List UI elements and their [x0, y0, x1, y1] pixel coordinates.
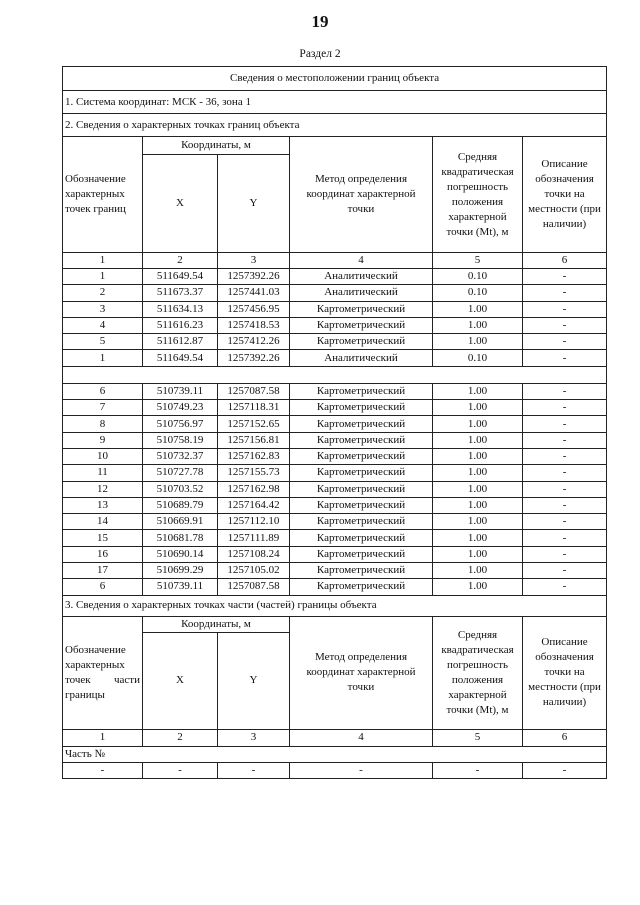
error-value: 1.00 — [433, 497, 523, 513]
x-coordinate: 511616.23 — [143, 317, 218, 333]
x-coordinate: 510758.19 — [143, 432, 218, 448]
description-header-2: Описание обозначения точки на местности (при наличии) — [523, 616, 607, 729]
point-id: 7 — [63, 400, 143, 416]
x-coordinate: 510669.91 — [143, 514, 218, 530]
method: Картометрический — [290, 317, 433, 333]
error-header-2: Средняя квадратическая погрешность положения характерной точки (Mt), м — [433, 616, 523, 729]
y-coordinate: 1257087.58 — [218, 579, 290, 595]
table-row — [63, 400, 607, 416]
method: Картометрический — [290, 579, 433, 595]
method: Картометрический — [290, 563, 433, 579]
point-id: 1 — [63, 350, 143, 366]
section-label: Раздел 2 — [299, 48, 341, 60]
error-value: 0.10 — [433, 350, 523, 366]
x-coordinate: 511634.13 — [143, 301, 218, 317]
y-coordinate: 1257087.58 — [218, 383, 290, 399]
error-value: 0.10 — [433, 285, 523, 301]
table-row — [63, 579, 607, 595]
point-id: 2 — [63, 285, 143, 301]
column-number-4: 4 — [290, 253, 433, 269]
column-number-2: 2 — [143, 253, 218, 269]
page-number: 19 — [311, 12, 329, 31]
method: Аналитический — [290, 285, 433, 301]
description: - — [523, 334, 607, 350]
table-row — [63, 334, 607, 350]
part-cell-1: - — [63, 762, 143, 778]
column-number-6: 6 — [523, 729, 607, 746]
y-coordinate: 1257412.26 — [218, 334, 290, 350]
x-header: X — [143, 155, 218, 253]
point-id: 6 — [63, 383, 143, 399]
x-coordinate: 510739.11 — [143, 383, 218, 399]
method: Картометрический — [290, 334, 433, 350]
error-value: 1.00 — [433, 317, 523, 333]
y-coordinate: 1257418.53 — [218, 317, 290, 333]
error-value: 1.00 — [433, 563, 523, 579]
point-id: 3 — [63, 301, 143, 317]
table-row — [63, 497, 607, 513]
method: Картометрический — [290, 481, 433, 497]
method: Картометрический — [290, 465, 433, 481]
part-cell-4: - — [290, 762, 433, 778]
x-coordinate: 510749.23 — [143, 400, 218, 416]
column-number-1: 1 — [63, 729, 143, 746]
table-row — [63, 432, 607, 448]
description: - — [523, 383, 607, 399]
y-coordinate: 1257392.26 — [218, 269, 290, 285]
section2-heading: 2. Сведения о характерных точках границ объекта — [63, 114, 607, 137]
column-number-5: 5 — [433, 253, 523, 269]
column-number-3: 3 — [218, 729, 290, 746]
table-row — [63, 317, 607, 333]
point-id: 4 — [63, 317, 143, 333]
section3-heading: 3. Сведения о характерных точках части (частей) границы объекта — [63, 595, 607, 616]
description: - — [523, 579, 607, 595]
y-coordinate: 1257112.10 — [218, 514, 290, 530]
part-cell-6: - — [523, 762, 607, 778]
column-number-2: 2 — [143, 729, 218, 746]
table-row — [63, 465, 607, 481]
designation-header: Обозначение характерных точек границ — [63, 137, 143, 253]
description: - — [523, 481, 607, 497]
boundary-table — [62, 66, 607, 779]
description: - — [523, 546, 607, 562]
method: Картометрический — [290, 546, 433, 562]
table-row — [63, 530, 607, 546]
column-number-3: 3 — [218, 253, 290, 269]
table-row — [63, 563, 607, 579]
x-coordinate: 510703.52 — [143, 481, 218, 497]
y-coordinate: 1257164.42 — [218, 497, 290, 513]
x-coordinate: 510756.97 — [143, 416, 218, 432]
y-coordinate: 1257118.31 — [218, 400, 290, 416]
column-number-4: 4 — [290, 729, 433, 746]
error-value: 1.00 — [433, 465, 523, 481]
coords-header: Координаты, м — [143, 137, 290, 155]
description: - — [523, 497, 607, 513]
error-value: 1.00 — [433, 334, 523, 350]
error-value: 1.00 — [433, 301, 523, 317]
x-coordinate: 510732.37 — [143, 448, 218, 464]
point-id: 14 — [63, 514, 143, 530]
table-row — [63, 546, 607, 562]
description: - — [523, 317, 607, 333]
y-coordinate: 1257156.81 — [218, 432, 290, 448]
description: - — [523, 269, 607, 285]
y-coordinate: 1257392.26 — [218, 350, 290, 366]
error-value: 1.00 — [433, 546, 523, 562]
method: Картометрический — [290, 383, 433, 399]
y-coordinate: 1257162.98 — [218, 481, 290, 497]
table-title: Сведения о местоположении границ объекта — [63, 67, 607, 91]
description: - — [523, 465, 607, 481]
table-row — [63, 285, 607, 301]
x-coordinate: 510689.79 — [143, 497, 218, 513]
part-cell-5: - — [433, 762, 523, 778]
x-coordinate: 510699.29 — [143, 563, 218, 579]
column-number-1: 1 — [63, 253, 143, 269]
y-coordinate: 1257152.65 — [218, 416, 290, 432]
point-id: 16 — [63, 546, 143, 562]
y-header: Y — [218, 155, 290, 253]
method: Картометрический — [290, 448, 433, 464]
description: - — [523, 432, 607, 448]
point-id: 1 — [63, 269, 143, 285]
point-id: 17 — [63, 563, 143, 579]
description: - — [523, 530, 607, 546]
point-id: 6 — [63, 579, 143, 595]
x-coordinate: 510690.14 — [143, 546, 218, 562]
error-value: 1.00 — [433, 514, 523, 530]
table-row — [63, 448, 607, 464]
error-value: 1.00 — [433, 416, 523, 432]
point-id: 11 — [63, 465, 143, 481]
x-coordinate: 511649.54 — [143, 350, 218, 366]
y-coordinate: 1257105.02 — [218, 563, 290, 579]
error-value: 1.00 — [433, 579, 523, 595]
table-row — [63, 383, 607, 399]
description: - — [523, 285, 607, 301]
y-coordinate: 1257441.03 — [218, 285, 290, 301]
method: Картометрический — [290, 416, 433, 432]
description: - — [523, 514, 607, 530]
description-header: Описание обозначения точки на местности (при наличии) — [523, 137, 607, 253]
error-header: Средняя квадратическая погрешность положения характерной точки (Mt), м — [433, 137, 523, 253]
y-coordinate: 1257111.89 — [218, 530, 290, 546]
x-coordinate: 510739.11 — [143, 579, 218, 595]
x-coordinate: 511612.87 — [143, 334, 218, 350]
x-coordinate: 511649.54 — [143, 269, 218, 285]
coordinate-system: 1. Система координат: МСК - 36, зона 1 — [63, 91, 607, 114]
method-header-2: Метод определения координат характерной точки — [290, 616, 433, 729]
point-id: 9 — [63, 432, 143, 448]
description: - — [523, 350, 607, 366]
table-row — [63, 350, 607, 366]
description: - — [523, 563, 607, 579]
coords-header-2: Координаты, м — [143, 616, 290, 632]
method: Аналитический — [290, 269, 433, 285]
point-id: 12 — [63, 481, 143, 497]
column-number-6: 6 — [523, 253, 607, 269]
error-value: 1.00 — [433, 448, 523, 464]
table-row — [63, 514, 607, 530]
error-value: 1.00 — [433, 481, 523, 497]
point-id: 15 — [63, 530, 143, 546]
description: - — [523, 301, 607, 317]
method: Картометрический — [290, 514, 433, 530]
point-id: 5 — [63, 334, 143, 350]
y-coordinate: 1257456.95 — [218, 301, 290, 317]
description: - — [523, 416, 607, 432]
point-id: 8 — [63, 416, 143, 432]
table-row — [63, 301, 607, 317]
method: Картометрический — [290, 530, 433, 546]
description: - — [523, 400, 607, 416]
method: Картометрический — [290, 432, 433, 448]
column-number-5: 5 — [433, 729, 523, 746]
x-coordinate: 511673.37 — [143, 285, 218, 301]
y-coordinate: 1257155.73 — [218, 465, 290, 481]
part-cell-2: - — [143, 762, 218, 778]
part-label: Часть № — [63, 746, 607, 762]
description: - — [523, 448, 607, 464]
error-value: 1.00 — [433, 432, 523, 448]
y-coordinate: 1257108.24 — [218, 546, 290, 562]
method: Картометрический — [290, 400, 433, 416]
x-coordinate: 510681.78 — [143, 530, 218, 546]
designation-part-header: Обозначение характерных точек части границы — [63, 616, 143, 729]
point-id: 13 — [63, 497, 143, 513]
table-row — [63, 481, 607, 497]
point-id: 10 — [63, 448, 143, 464]
table-row — [63, 269, 607, 285]
method: Картометрический — [290, 301, 433, 317]
method: Картометрический — [290, 497, 433, 513]
x-header-2: X — [143, 632, 218, 729]
y-header-2: Y — [218, 632, 290, 729]
error-value: 1.00 — [433, 383, 523, 399]
error-value: 1.00 — [433, 530, 523, 546]
part-cell-3: - — [218, 762, 290, 778]
method-header: Метод определения координат характерной точки — [290, 137, 433, 253]
error-value: 0.10 — [433, 269, 523, 285]
y-coordinate: 1257162.83 — [218, 448, 290, 464]
x-coordinate: 510727.78 — [143, 465, 218, 481]
separator-row — [63, 366, 607, 383]
table-row — [63, 416, 607, 432]
error-value: 1.00 — [433, 400, 523, 416]
method: Аналитический — [290, 350, 433, 366]
